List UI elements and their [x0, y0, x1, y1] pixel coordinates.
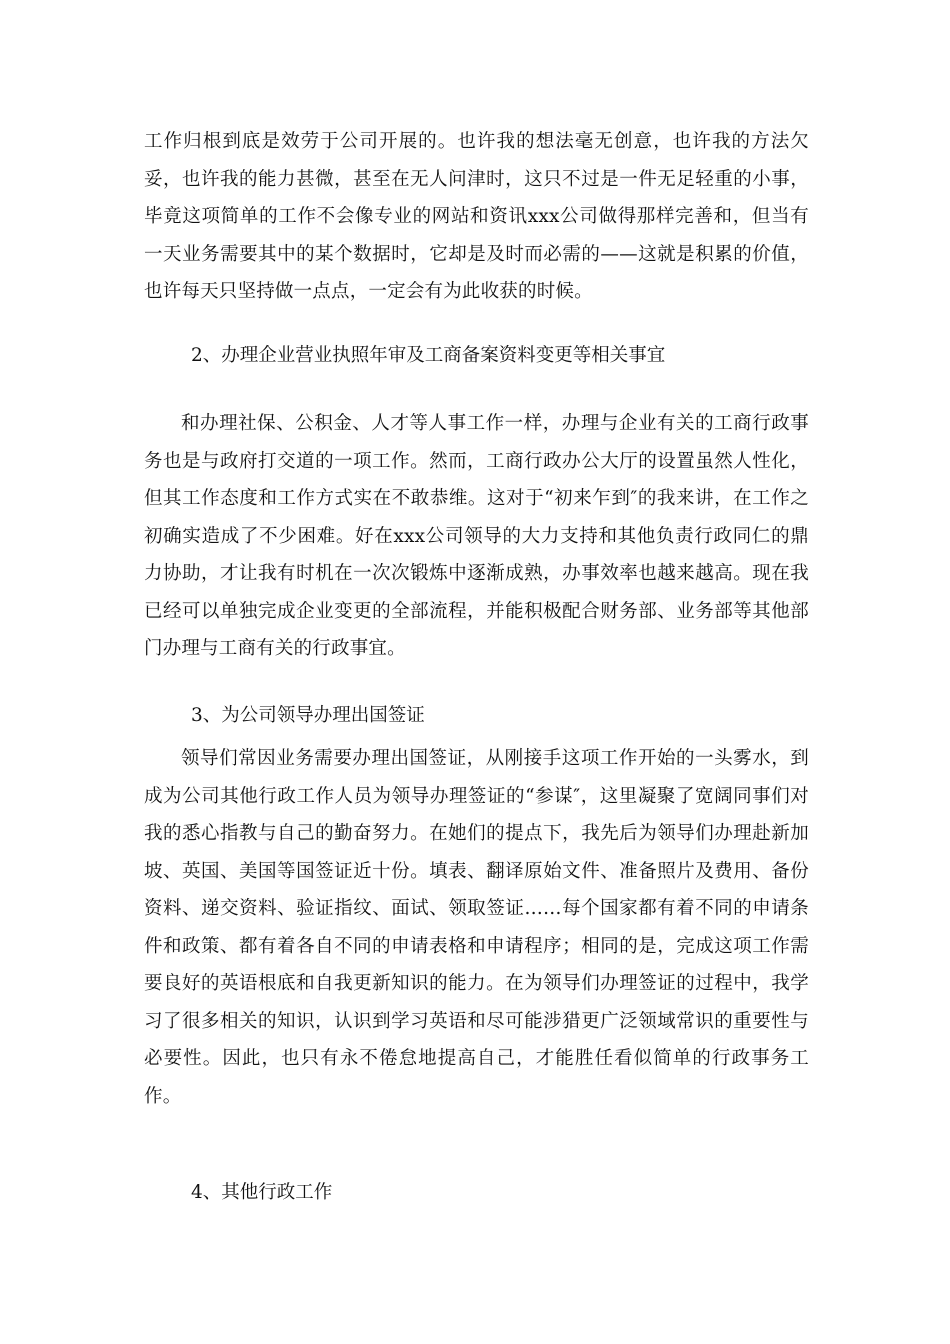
section-heading-2: 2、办理企业营业执照年审及工商备案资料变更等相关事宜 — [191, 345, 666, 366]
section-heading-3: 3、为公司领导办理出国签证 — [191, 705, 425, 726]
paragraph-intro: 工作归根到底是效劳于公司开展的。也许我的想法毫无创意，也许我的方法欠妥，也许我的能力甚微，甚至在无人问津时，这只不过是一件无足轻重的小事，毕竟这项简单的工作不会像专业的网站和资讯xxx公司做得那样完善和，但当有一天业务需要其中的某个数据时，它却是及时而必需的——这就是积累的价值，也许每天只坚持做一点点，一定会有为此收获的时候。 — [144, 131, 809, 302]
paragraph-section-2: 和办理社保、公积金、人才等人事工作一样，办理与企业有关的工商行政事务也是与政府打交道的一项工作。然而，工商行政办公大厅的设置虽然人性化，但其工作态度和工作方式实在不敢恭维。这对于“初来乍到″的我来讲，在工作之初确实造成了不少困难。好在xxx公司领导的大力支持和其他负责行政同仁的鼎力协助，才让我有时机在一次次锻炼中逐渐成熟，办事效率也越来越高。现在我已经可以单独完成企业变更的全部流程，并能积极配合财务部、业务部等其他部门办理与工商有关的行政事宜。 — [144, 413, 809, 659]
paragraph-section-3: 领导们常因业务需要办理出国签证，从刚接手这项工作开始的一头雾水，到成为公司其他行政工作人员为领导办理签证的“参谋″，这里凝聚了宽阔同事们对我的悉心指教与自己的勤奋努力。在她们的提点下，我先后为领导们办理赴新加坡、英国、美国等国签证近十份。填表、翻译原始文件、准备照片及费用、备份资料、递交资料、验证指纹、面试、领取签证……每个国家都有着不同的申请条件和政策、都有着各自不同的申请表格和申请程序；相同的是，完成这项工作需要良好的英语根底和自我更新知识的能力。在为领导们办理签证的过程中，我学习了很多相关的知识，认识到学习英语和尽可能涉猎更广泛领域常识的重要性与必要性。因此，也只有永不倦怠地提高自己，才能胜任看似简单的行政事务工作。 — [144, 748, 809, 1107]
section-heading-4: 4、其他行政工作 — [191, 1182, 333, 1203]
